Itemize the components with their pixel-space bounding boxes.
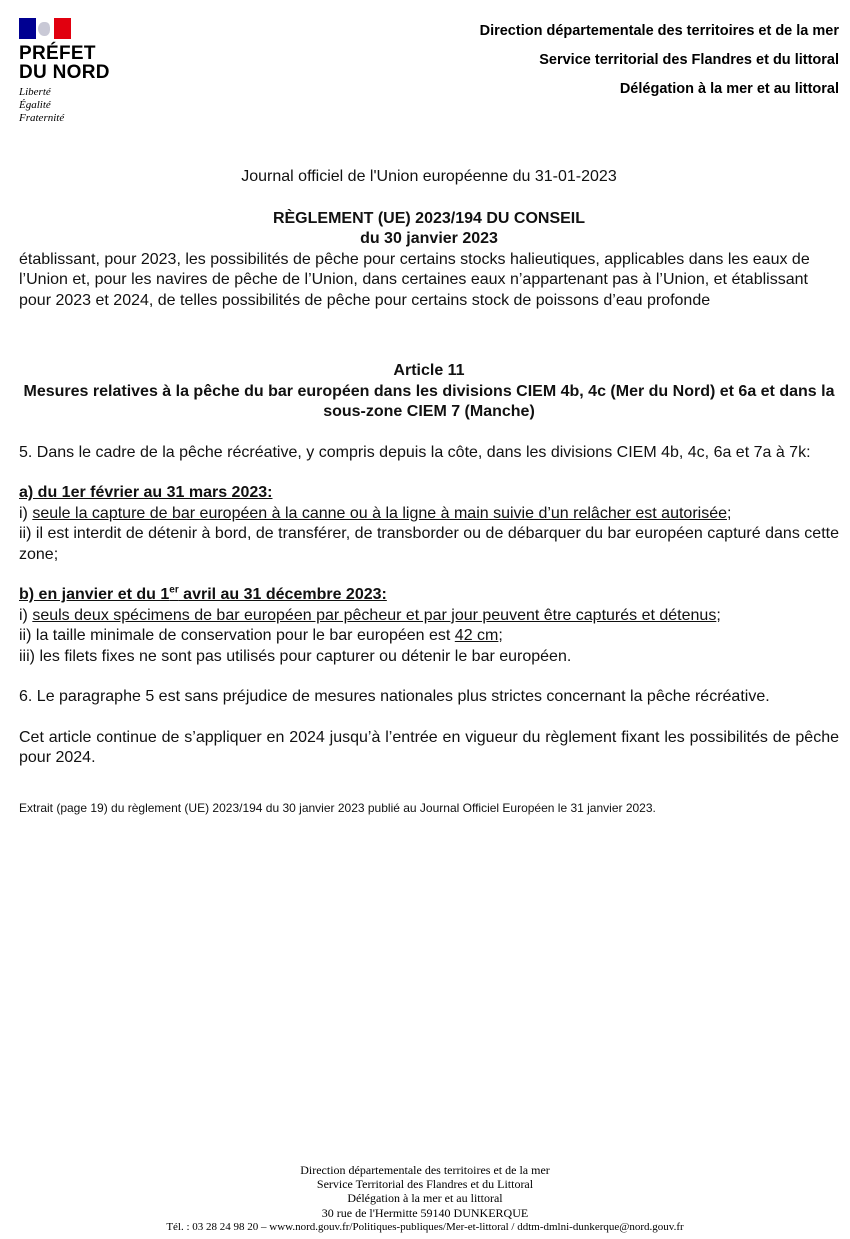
section-a-title: a) du 1er février au 31 mars 2023:: [19, 484, 273, 501]
minimum-size-value: 42 cm: [454, 627, 499, 644]
regulation-intro: établissant, pour 2023, les possibilités de pêche pour certains stocks halieutiques, applicables dans les eaux de l’Union et, pour les navires de pêche de l’Union, dans certaines eaux n’appartenant pas à l’Union, et établissant pour 2023 et 2024, de telles possibilités de pêche pour certains stock de poissons d’eau profonde: [19, 250, 810, 309]
journal-reference: Journal officiel de l'Union européenne du 31-01-2023: [241, 168, 617, 185]
extract-note: Extrait (page 19) du règlement (UE) 2023/194 du 30 janvier 2023 publié au Journal Officiel Européen le 31 janvier 2023.: [19, 800, 656, 815]
header-administration: [480, 22, 839, 109]
section-b-item-2-prefix: ii) la taille minimale de conservation pour le bar européen est: [19, 627, 455, 644]
motto-liberte: Liberté: [19, 86, 51, 98]
paragraph-5: 5. Dans le cadre de la pêche récréative, y compris depuis la côte, dans les divisions CIEM 4b, 4c, 6a et 7a à 7k:: [19, 443, 811, 461]
regulation-date: du 30 janvier 2023: [360, 230, 498, 247]
regulation-heading: [19, 209, 839, 250]
prefet-du-nord-logo: [19, 18, 139, 125]
document-body: [19, 167, 839, 816]
logo-name-line2: DU NORD: [19, 62, 110, 83]
footer-direction: Direction départementale des territoires et de la mer: [300, 1163, 550, 1177]
section-b-item-2-suffix: ;: [498, 627, 503, 644]
section-b-title: [19, 585, 839, 606]
page-footer: [0, 1163, 850, 1234]
paragraph-6: 6. Le paragraphe 5 est sans préjudice de mesures nationales plus strictes concernant la pêche récréative.: [19, 688, 770, 705]
footer-service: Service Territorial des Flandres et du Littoral: [316, 1177, 534, 1192]
section-b-item-1-text: seuls deux spécimens de bar européen par pêcheur et par jour peuvent être capturés et détenus: [32, 606, 717, 624]
republic-motto: [19, 86, 139, 125]
article-heading: [19, 361, 839, 423]
section-a-item-1-text: seule la capture de bar européen à la canne ou à la ligne à main suivie d’un relâcher est autorisée;: [32, 504, 732, 522]
continuation-note: Cet article continue de s’appliquer en 2024 jusqu’à l’entrée en vigueur du règlement fixant les possibilités de pêche pour 2024.: [19, 728, 839, 766]
motto-fraternite: Fraternité: [19, 112, 65, 124]
french-flag-icon: [19, 18, 71, 39]
footer-delegation: Délégation à la mer et au littoral: [347, 1191, 503, 1206]
section-b-item-1-suffix: ;: [716, 606, 721, 624]
header-delegation: Délégation à la mer et au littoral: [619, 81, 839, 97]
section-b-title-part2: avril au 31 décembre 2023:: [178, 586, 387, 603]
regulation-title: RÈGLEMENT (UE) 2023/194 DU CONSEIL: [272, 209, 586, 227]
header-service: Service territorial des Flandres et du littoral: [539, 52, 839, 68]
section-b-item-1-prefix: i): [19, 606, 33, 624]
section-a-item-1: [19, 504, 839, 525]
section-b-title-part1: b) en janvier et du 1: [19, 586, 170, 603]
section-a-item-1-prefix: i): [19, 504, 33, 522]
footer-contact: Tél. : 03 28 24 98 20 – www.nord.gouv.fr/Politiques-publiques/Mer-et-littoral / ddtm-dmlni-dunkerque@nord.gouv.fr: [166, 1220, 684, 1233]
section-b-item-2: [19, 626, 839, 647]
header-direction: Direction départementale des territoires et de la mer: [479, 23, 839, 39]
footer-address: 30 rue de l'Hermitte 59140 DUNKERQUE: [321, 1205, 529, 1220]
motto-egalite: Égalité: [19, 99, 51, 111]
article-number: Article 11: [393, 362, 465, 379]
section-b-title-superscript: er: [169, 584, 179, 596]
section-a-item-2: ii) il est interdit de détenir à bord, de transférer, de transborder ou de débarquer du bar européen capturé dans cette zone;: [19, 525, 839, 563]
article-title: Mesures relatives à la pêche du bar européen dans les divisions CIEM 4b, 4c (Mer du Nord) et 6a et dans la sous-zone CIEM 7 (Manche): [23, 382, 835, 420]
section-b-item-1: [19, 606, 839, 627]
section-b-item-3: iii) les filets fixes ne sont pas utilisés pour capturer ou détenir le bar européen.: [19, 647, 572, 665]
logo-name-line1: PRÉFET: [19, 43, 96, 64]
